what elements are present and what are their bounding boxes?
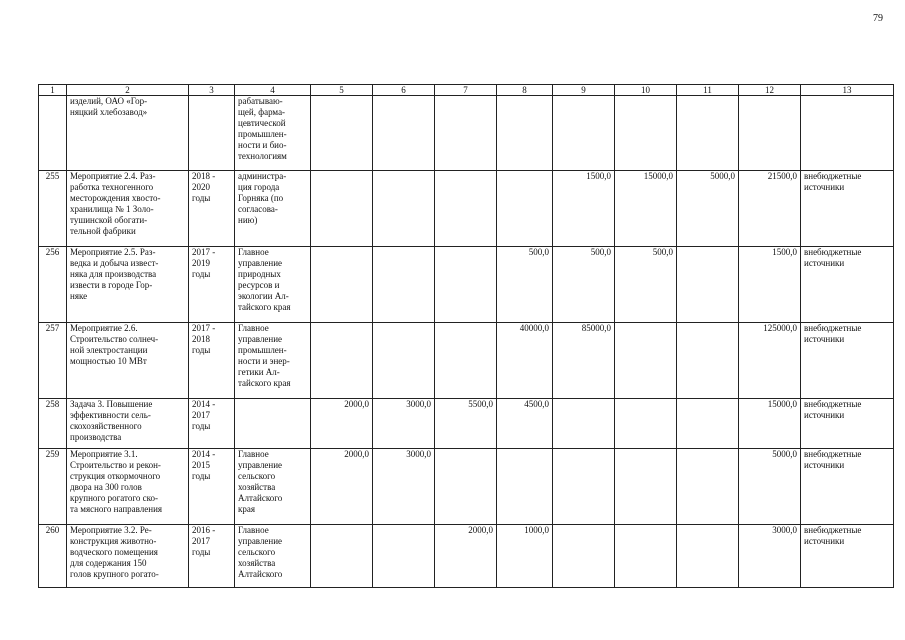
- amount-col-6: [373, 96, 435, 171]
- amount-col-9: [553, 96, 615, 171]
- measure-name: Мероприятие 3.1. Строительство и рекон- струкция откормочного двора на 300 голов крупного рогатого ско- та мясного направления: [67, 449, 189, 525]
- column-header: 7: [435, 85, 497, 96]
- amount-total: 3000,0: [739, 525, 801, 588]
- amount-col-10: 500,0: [615, 247, 677, 323]
- period-years: 2017 - 2018 годы: [189, 323, 235, 399]
- amount-col-7: 2000,0: [435, 525, 497, 588]
- amount-col-8: 1000,0: [497, 525, 553, 588]
- column-header: 4: [235, 85, 311, 96]
- amount-col-9: 500,0: [553, 247, 615, 323]
- column-number-row: [39, 85, 894, 96]
- amount-col-10: [615, 96, 677, 171]
- amount-col-6: [373, 247, 435, 323]
- amount-col-7: [435, 247, 497, 323]
- amount-col-9: [553, 399, 615, 449]
- amount-col-7: [435, 171, 497, 247]
- amount-col-6: 3000,0: [373, 449, 435, 525]
- page-number: 79: [873, 13, 883, 24]
- table-row: [39, 96, 894, 171]
- budget-table: [38, 84, 894, 588]
- period-years: 2014 - 2017 годы: [189, 399, 235, 449]
- period-years: 2016 - 2017 годы: [189, 525, 235, 588]
- row-index: 256: [39, 247, 67, 323]
- amount-col-5: [311, 247, 373, 323]
- measure-name: Мероприятие 2.5. Раз- ведка и добыча извест- няка для производства извести в городе Гор- няке: [67, 247, 189, 323]
- funding-source: внебюджетные источники: [801, 323, 894, 399]
- column-header: 2: [67, 85, 189, 96]
- amount-col-5: [311, 96, 373, 171]
- period-years: [189, 96, 235, 171]
- amount-col-9: 1500,0: [553, 171, 615, 247]
- measure-name: изделий, ОАО «Гор- няцкий хлебозавод»: [67, 96, 189, 171]
- measure-name: Мероприятие 3.2. Ре- конструкция животно- водческого помещения для содержания 150 голов крупного рогато-: [67, 525, 189, 588]
- amount-col-11: 5000,0: [677, 171, 739, 247]
- measure-name: Задача 3. Повышение эффективности сель- скохозяйственного производства: [67, 399, 189, 449]
- measure-name: Мероприятие 2.4. Раз- работка техногенного месторождения хвосто- хранилища № 1 Золо- тушинской обогати- тельной фабрики: [67, 171, 189, 247]
- amount-col-8: 40000,0: [497, 323, 553, 399]
- column-header: 5: [311, 85, 373, 96]
- amount-col-7: 5500,0: [435, 399, 497, 449]
- amount-total: 5000,0: [739, 449, 801, 525]
- column-header: 3: [189, 85, 235, 96]
- funding-source: внебюджетные источники: [801, 525, 894, 588]
- responsible-executor: администра- ция города Горняка (по согласова- нию): [235, 171, 311, 247]
- amount-col-6: [373, 323, 435, 399]
- amount-total: 15000,0: [739, 399, 801, 449]
- amount-col-11: [677, 449, 739, 525]
- amount-col-5: [311, 171, 373, 247]
- amount-col-6: [373, 525, 435, 588]
- amount-col-11: [677, 323, 739, 399]
- funding-source: [801, 96, 894, 171]
- column-header: 10: [615, 85, 677, 96]
- amount-col-5: 2000,0: [311, 399, 373, 449]
- amount-col-7: [435, 96, 497, 171]
- funding-source: внебюджетные источники: [801, 247, 894, 323]
- responsible-executor: рабатываю- щей, фарма- цевтической промышлен- ности и био- технологиям: [235, 96, 311, 171]
- amount-col-10: [615, 449, 677, 525]
- table-row: [39, 525, 894, 588]
- amount-col-9: [553, 449, 615, 525]
- table-row: [39, 247, 894, 323]
- amount-total: 1500,0: [739, 247, 801, 323]
- column-header: 13: [801, 85, 894, 96]
- column-header: 9: [553, 85, 615, 96]
- amount-col-7: [435, 449, 497, 525]
- row-index: 257: [39, 323, 67, 399]
- funding-source: внебюджетные источники: [801, 449, 894, 525]
- responsible-executor: Главное управление сельского хозяйства Алтайского края: [235, 449, 311, 525]
- table-row: [39, 449, 894, 525]
- amount-col-11: [677, 399, 739, 449]
- amount-col-6: [373, 171, 435, 247]
- column-header: 8: [497, 85, 553, 96]
- column-header: 6: [373, 85, 435, 96]
- amount-total: 21500,0: [739, 171, 801, 247]
- column-header: 1: [39, 85, 67, 96]
- measure-name: Мероприятие 2.6. Строительство солнеч- ной электростанции мощностью 10 МВт: [67, 323, 189, 399]
- table-row: [39, 171, 894, 247]
- amount-col-8: 4500,0: [497, 399, 553, 449]
- amount-col-8: [497, 96, 553, 171]
- row-index: 259: [39, 449, 67, 525]
- table-row: [39, 323, 894, 399]
- amount-col-8: [497, 449, 553, 525]
- amount-col-10: [615, 399, 677, 449]
- period-years: 2017 - 2019 годы: [189, 247, 235, 323]
- amount-col-6: 3000,0: [373, 399, 435, 449]
- amount-col-5: [311, 525, 373, 588]
- row-index: [39, 96, 67, 171]
- amount-col-9: [553, 525, 615, 588]
- table-body: [39, 85, 894, 588]
- amount-col-10: 15000,0: [615, 171, 677, 247]
- amount-total: [739, 96, 801, 171]
- amount-col-8: [497, 171, 553, 247]
- amount-total: 125000,0: [739, 323, 801, 399]
- funding-source: внебюджетные источники: [801, 399, 894, 449]
- row-index: 260: [39, 525, 67, 588]
- period-years: 2018 - 2020 годы: [189, 171, 235, 247]
- table-row: [39, 399, 894, 449]
- amount-col-8: 500,0: [497, 247, 553, 323]
- amount-col-10: [615, 525, 677, 588]
- column-header: 11: [677, 85, 739, 96]
- row-index: 255: [39, 171, 67, 247]
- responsible-executor: Главное управление промышлен- ности и энер- гетики Ал- тайского края: [235, 323, 311, 399]
- amount-col-9: 85000,0: [553, 323, 615, 399]
- period-years: 2014 - 2015 годы: [189, 449, 235, 525]
- responsible-executor: Главное управление природных ресурсов и экологии Ал- тайского края: [235, 247, 311, 323]
- amount-col-11: [677, 247, 739, 323]
- row-index: 258: [39, 399, 67, 449]
- responsible-executor: [235, 399, 311, 449]
- amount-col-11: [677, 96, 739, 171]
- funding-source: внебюджетные источники: [801, 171, 894, 247]
- amount-col-5: [311, 323, 373, 399]
- amount-col-7: [435, 323, 497, 399]
- amount-col-11: [677, 525, 739, 588]
- column-header: 12: [739, 85, 801, 96]
- responsible-executor: Главное управление сельского хозяйства Алтайского: [235, 525, 311, 588]
- amount-col-10: [615, 323, 677, 399]
- amount-col-5: 2000,0: [311, 449, 373, 525]
